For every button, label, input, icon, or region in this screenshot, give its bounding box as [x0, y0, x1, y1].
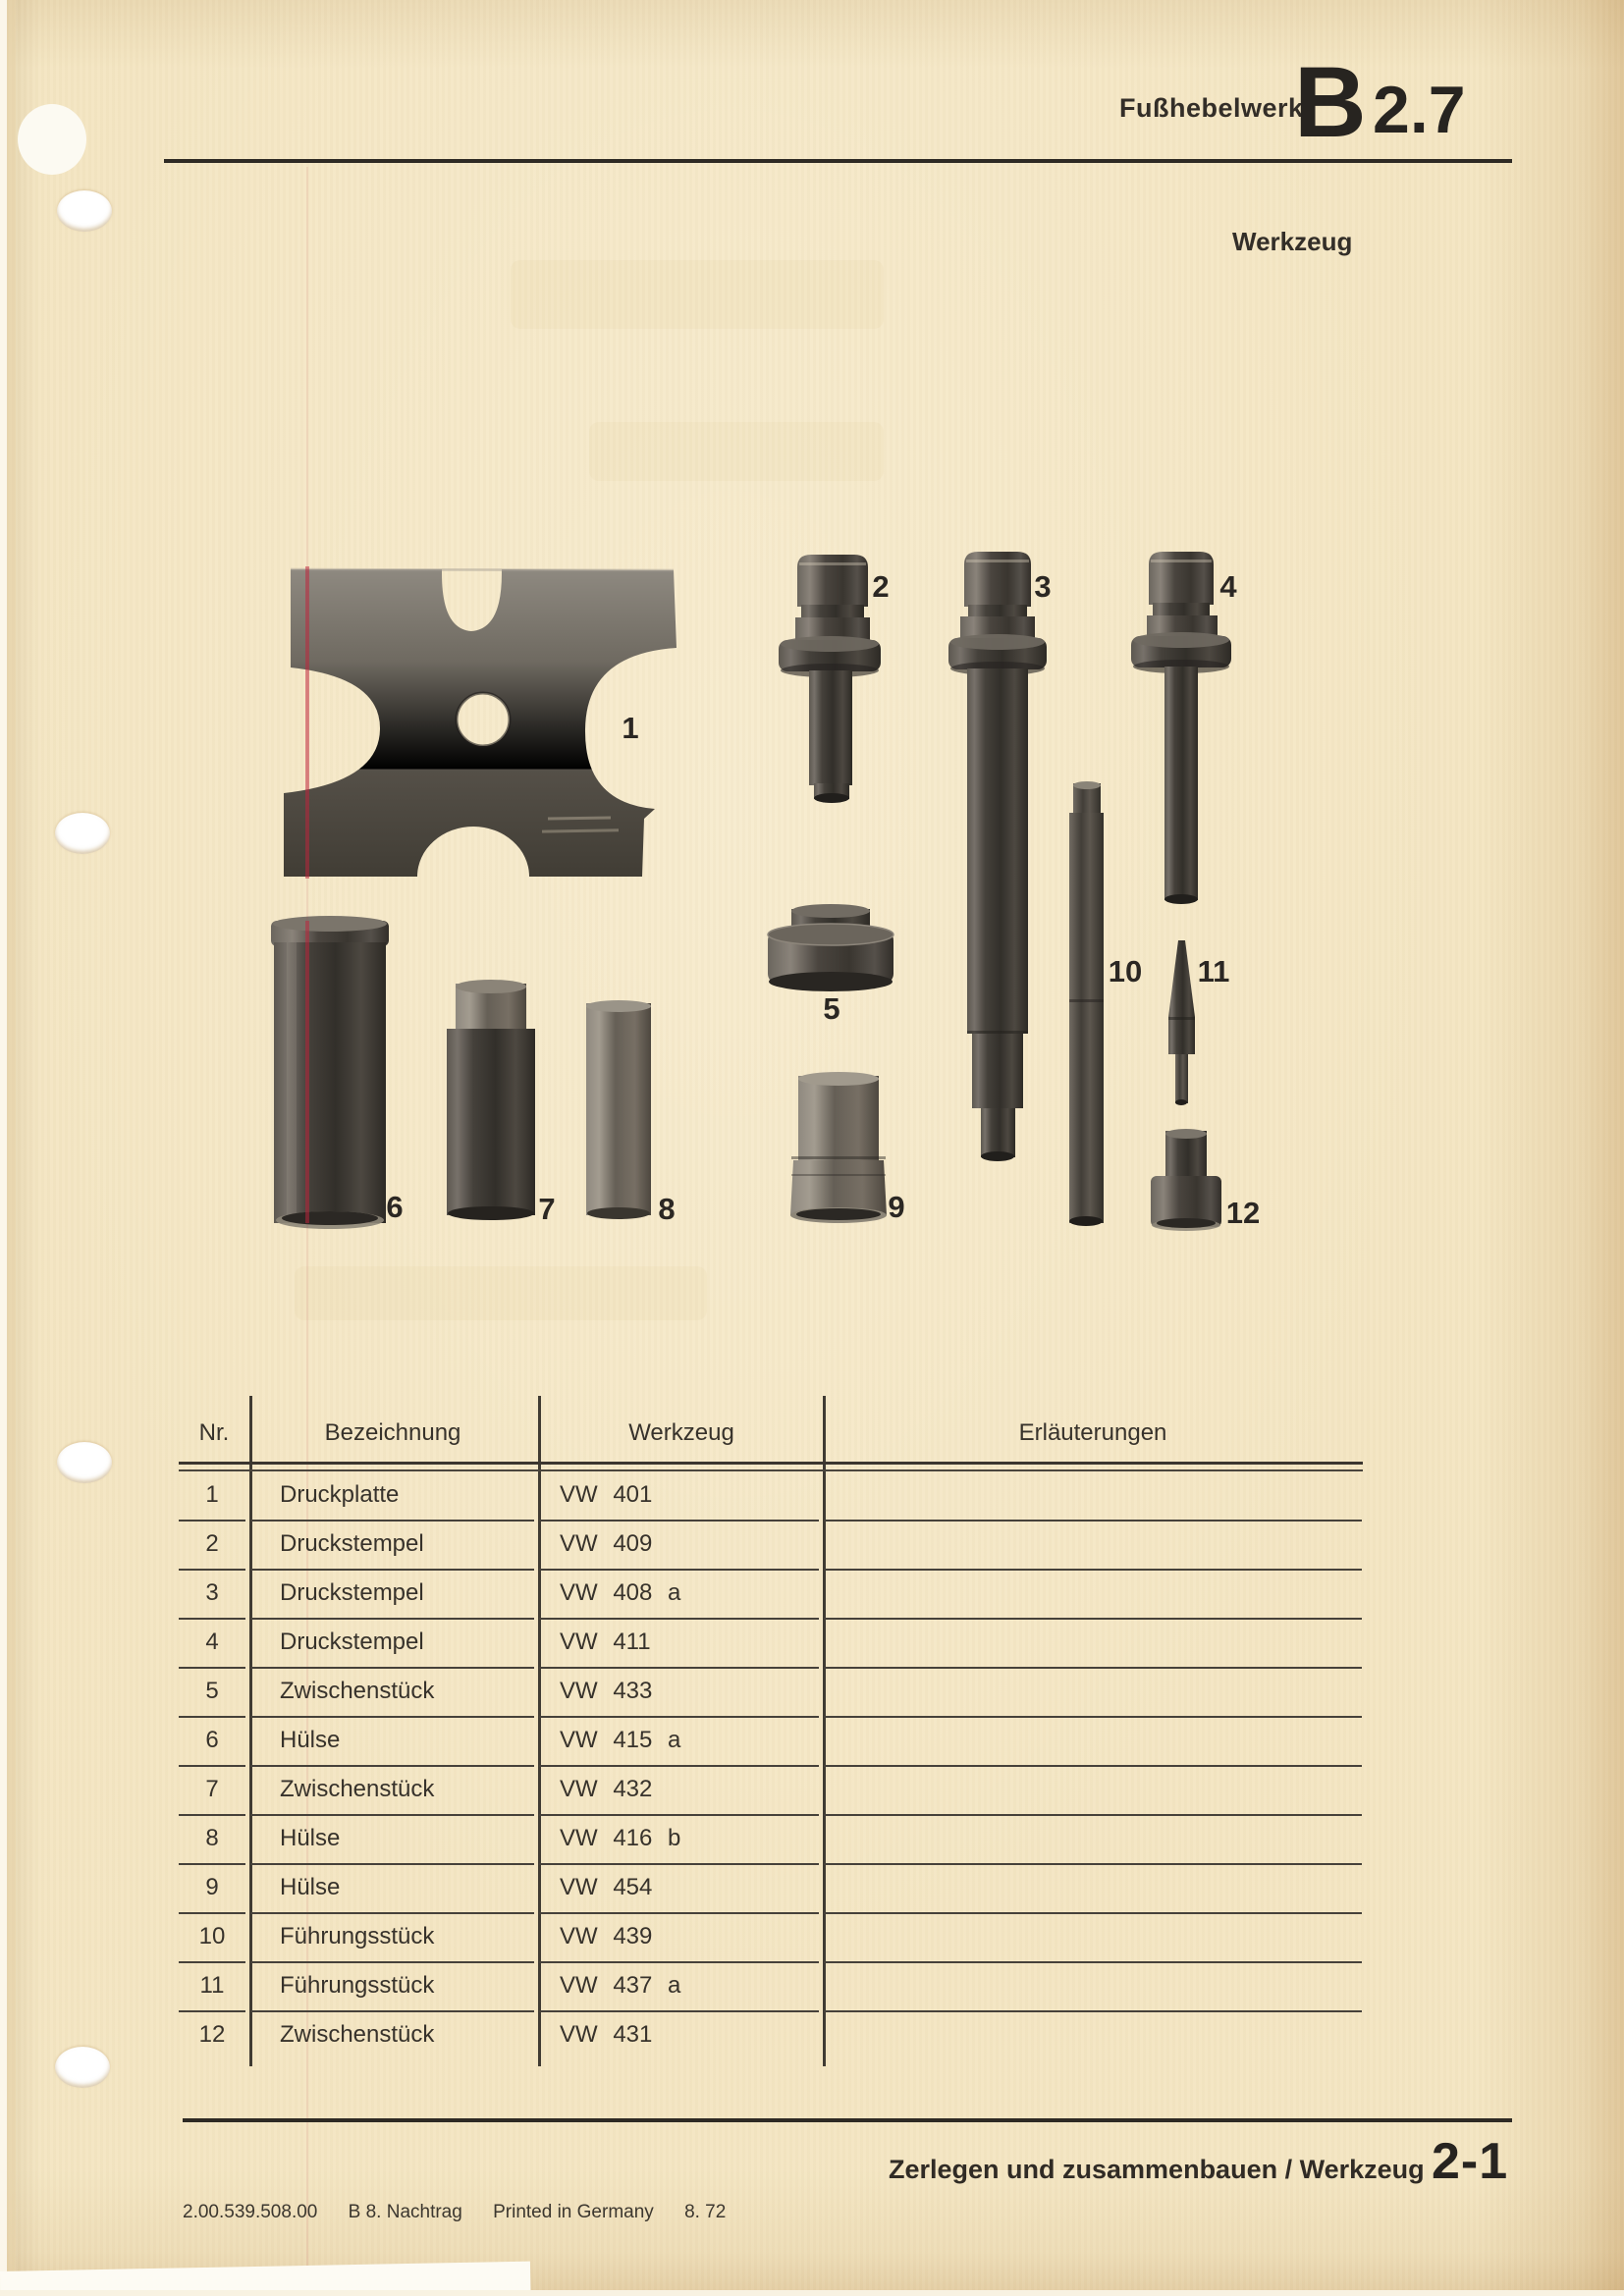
tool-label-7: 7 — [538, 1192, 556, 1226]
tool-12-zwischenstueck — [1151, 1129, 1260, 1231]
row-werkzeug: VW 411 — [539, 1620, 819, 1669]
row-erlaeuterungen — [824, 1522, 1362, 1571]
footer-page-number: 2-1 — [1432, 2133, 1509, 2190]
table-row — [179, 1669, 1367, 1718]
header-rule — [164, 159, 1512, 163]
row-nr: 12 — [198, 2021, 226, 2048]
row-bezeichnung: Druckplatte — [250, 1472, 534, 1522]
row-nr: 4 — [179, 1620, 245, 1669]
table-row — [179, 1816, 1367, 1865]
row-bezeichnung: Zwischenstück — [250, 1767, 534, 1816]
row-erlaeuterungen — [824, 1472, 1362, 1522]
row-werkzeug: VW 409 — [539, 1522, 819, 1571]
imprint-date: 8. 72 — [684, 2202, 727, 2222]
tool-illustration — [245, 530, 1286, 1276]
row-nr: 9 — [179, 1865, 245, 1914]
row-werkzeug: VW 433 — [539, 1669, 819, 1718]
tool-8-huelse — [586, 1000, 676, 1226]
tool-label-2: 2 — [872, 569, 890, 604]
section-code-number: 2.7 — [1373, 73, 1466, 147]
column-header-nr: Nr. — [198, 1419, 230, 1446]
row-erlaeuterungen — [824, 1914, 1362, 1963]
table-row — [179, 1718, 1367, 1767]
tool-9-huelse — [790, 1072, 905, 1224]
footer-rule — [183, 2118, 1512, 2122]
punch-hole — [55, 2047, 110, 2088]
table-row — [179, 1620, 1367, 1669]
table-header-rule-2 — [179, 1469, 1363, 1471]
row-nr: 11 — [179, 1963, 245, 2012]
bleedthrough-ghost — [511, 260, 884, 329]
tool-label-3: 3 — [1034, 569, 1052, 604]
tool-label-10: 10 — [1108, 954, 1143, 988]
section-code-letter: B — [1294, 46, 1365, 158]
tool-7-zwischenstueck — [447, 980, 556, 1226]
tool-1-druckplatte — [284, 569, 677, 877]
row-erlaeuterungen — [824, 1718, 1362, 1767]
imprint-printed-in: Printed in Germany — [493, 2202, 654, 2222]
row-werkzeug: VW 437 a — [539, 1963, 819, 2012]
table-row — [179, 1571, 1367, 1620]
tool-2-druckstempel — [779, 555, 890, 803]
row-werkzeug: VW 416 b — [539, 1816, 819, 1865]
punch-hole — [57, 190, 112, 232]
row-bezeichnung: Zwischenstück — [250, 1669, 534, 1718]
tool-label-6: 6 — [386, 1190, 404, 1224]
row-bezeichnung: Druckstempel — [250, 1620, 534, 1669]
row-erlaeuterungen — [824, 1767, 1362, 1816]
row-werkzeug: VW 415 a — [539, 1718, 819, 1767]
row-erlaeuterungen — [824, 1816, 1362, 1865]
page-corner-highlight — [18, 104, 86, 175]
table-row — [179, 2012, 1367, 2061]
row-erlaeuterungen — [824, 2012, 1362, 2061]
page-left-edge-shade — [7, 0, 16, 2296]
bleedthrough-ghost — [589, 422, 884, 481]
column-header-werkzeug: Werkzeug — [628, 1419, 734, 1446]
row-nr: 5 — [179, 1669, 245, 1718]
page-bottom-sliver — [0, 2290, 1624, 2296]
row-bezeichnung: Zwischenstück — [280, 2021, 435, 2048]
tool-label-12: 12 — [1225, 1196, 1261, 1230]
tool-label-9: 9 — [888, 1190, 905, 1224]
row-werkzeug: VW 401 — [539, 1472, 819, 1522]
tool-label-5: 5 — [823, 991, 840, 1026]
imprint-supplement: B 8. Nachtrag — [348, 2202, 462, 2222]
row-nr: 8 — [179, 1816, 245, 1865]
page-left-edge — [0, 0, 7, 2296]
punch-hole — [55, 813, 110, 854]
tool-11-fuehrungsstueck — [1168, 940, 1229, 1105]
row-nr: 6 — [179, 1718, 245, 1767]
table-header-rule — [179, 1462, 1363, 1465]
table-row — [179, 1522, 1367, 1571]
row-nr: 10 — [179, 1914, 245, 1963]
row-werkzeug: VW 432 — [539, 1767, 819, 1816]
footer-imprint — [183, 2202, 751, 2223]
row-bezeichnung: Hülse — [250, 1865, 534, 1914]
tool-4-druckstempel — [1131, 552, 1237, 904]
row-werkzeug: VW 454 — [539, 1865, 819, 1914]
tool-3-druckstempel — [948, 552, 1052, 1161]
table-row — [179, 1472, 1367, 1522]
punch-hole — [57, 1442, 112, 1483]
tool-5-zwischenstueck — [768, 904, 893, 1026]
row-bezeichnung: Führungsstück — [250, 1963, 534, 2012]
imprint-part-number: 2.00.539.508.00 — [183, 2202, 318, 2222]
tool-label-11: 11 — [1197, 954, 1230, 988]
row-bezeichnung: Hülse — [250, 1718, 534, 1767]
footer-title: Zerlegen und zusammenbauen / Werkzeug — [889, 2155, 1425, 2184]
row-erlaeuterungen — [824, 1620, 1362, 1669]
row-werkzeug: VW 431 — [560, 2021, 653, 2048]
row-werkzeug: VW 408 a — [539, 1571, 819, 1620]
row-werkzeug: VW 439 — [539, 1914, 819, 1963]
tool-label-4: 4 — [1219, 569, 1237, 604]
row-bezeichnung: Druckstempel — [250, 1522, 534, 1571]
row-bezeichnung: Druckstempel — [250, 1571, 534, 1620]
row-nr: 1 — [179, 1472, 245, 1522]
section-label: Fußhebelwerk — [1119, 93, 1304, 123]
subheader-werkzeug: Werkzeug — [1232, 227, 1353, 256]
table-row — [179, 1865, 1367, 1914]
column-header-erlaeuterungen: Erläuterungen — [1018, 1419, 1167, 1446]
tool-6-huelse — [271, 916, 404, 1229]
row-erlaeuterungen — [824, 1571, 1362, 1620]
row-nr: 3 — [179, 1571, 245, 1620]
row-erlaeuterungen — [824, 1669, 1362, 1718]
table-row — [179, 1963, 1367, 2012]
tool-label-1: 1 — [622, 711, 639, 745]
row-nr: 7 — [179, 1767, 245, 1816]
tool-label-8: 8 — [658, 1192, 676, 1226]
table-row — [179, 1914, 1367, 1963]
row-erlaeuterungen — [824, 1865, 1362, 1914]
row-erlaeuterungen — [824, 1963, 1362, 2012]
column-header-bezeichnung: Bezeichnung — [324, 1419, 461, 1446]
row-bezeichnung: Führungsstück — [250, 1914, 534, 1963]
parts-table — [179, 1472, 1367, 2061]
row-nr: 2 — [179, 1522, 245, 1571]
tool-10-fuehrungsstueck — [1069, 781, 1142, 1226]
table-row — [179, 1767, 1367, 1816]
row-bezeichnung: Hülse — [250, 1816, 534, 1865]
